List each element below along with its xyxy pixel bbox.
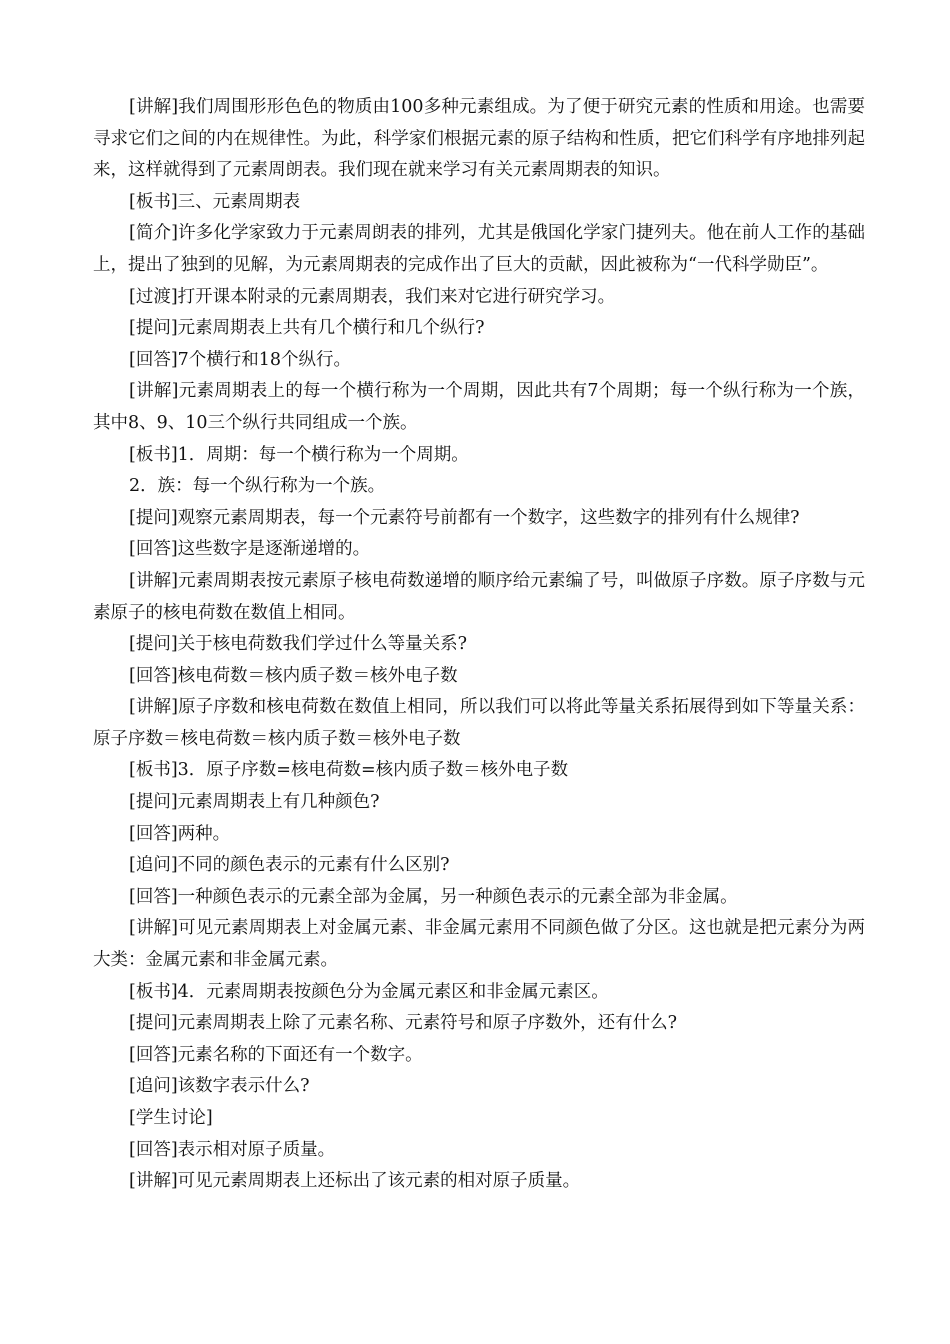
paragraph: [学生讨论] — [129, 1108, 213, 1128]
paragraph: [板书]4．元素周期表按颜色分为金属元素区和非金属元素区。 — [129, 981, 609, 1002]
paragraph: [回答]核电荷数＝核内质子数＝核外电子数 — [129, 665, 458, 686]
paragraph: [回答]一种颜色表示的元素全部为金属，另一种颜色表示的元素全部为非金属。 — [129, 886, 738, 907]
paragraph: [讲解]元素周期表上的每一个横行称为一个周期，因此共有7个周期；每一个纵行称为一个族，其中8、9、10三个纵行共同组成一个族。 — [93, 381, 865, 433]
paragraph: [追问]该数字表示什么? — [129, 1076, 310, 1097]
paragraph: [追问]不同的颜色表示的元素有什么区别? — [129, 855, 450, 876]
paragraph: [回答]元素名称的下面还有一个数字。 — [129, 1044, 423, 1065]
document-body — [93, 92, 865, 1198]
paragraph: [提问]元素周期表上有几种颜色? — [129, 792, 380, 813]
paragraph: [讲解]我们周围形形色色的物质由100多种元素组成。为了便于研究元素的性质和用途。也需要寻求它们之间的内在规律性。为此，科学家们根据元素的原子结构和性质，把它们科学有序地排列起来，这样就得到了元素周朗表。我们现在就来学习有关元素周期表的知识。 — [93, 97, 865, 181]
paragraph: [回答]这些数字是逐渐递增的。 — [129, 539, 371, 560]
paragraph: [回答]两种。 — [129, 823, 231, 844]
paragraph: [回答]7个横行和18个纵行。 — [129, 349, 352, 370]
paragraph: 2．族：每一个纵行称为一个族。 — [129, 476, 386, 497]
paragraph: [讲解]可见元素周期表上对金属元素、非金属元素用不同颜色做了分区。这也就是把元素分为两大类：金属元素和非金属元素。 — [93, 918, 865, 971]
paragraph: [简介]许多化学家致力于元素周朗表的排列，尤其是俄国化学家门捷列夫。他在前人工作的基础上，提出了独到的见解，为元素周期表的完成作出了巨大的贡献，因此被称为“一代科学勋臣”。 — [93, 223, 865, 275]
paragraph: [过渡]打开课本附录的元素周期表，我们来对它进行研究学习。 — [129, 286, 616, 307]
paragraph: [讲解]元素周期表按元素原子核电荷数递增的顺序给元素编了号，叫做原子序数。原子序数与元素原子的核电荷数在数值上相同。 — [93, 570, 865, 623]
paragraph: [板书]3．原子序数=核电荷数=核内质子数＝核外电子数 — [129, 760, 569, 781]
paragraph: [板书]三、元素周期表 — [129, 191, 301, 212]
paragraph: [讲解]原子序数和核电荷数在数值上相同，所以我们可以将此等量关系拓展得到如下等量关系：原子序数＝核电荷数＝核内质子数＝核外电子数 — [93, 697, 865, 749]
paragraph: [提问]元素周期表上除了元素名称、元素符号和原子序数外，还有什么? — [129, 1013, 678, 1034]
paragraph: [讲解]可见元素周期表上还标出了该元素的相对原子质量。 — [129, 1171, 581, 1192]
paragraph: [板书]1．周期：每一个横行称为一个周期。 — [129, 444, 469, 465]
paragraph: [提问]元素周期表上共有几个横行和几个纵行? — [129, 318, 485, 339]
paragraph: [回答]表示相对原子质量。 — [129, 1139, 336, 1160]
paragraph: [提问]关于核电荷数我们学过什么等量关系? — [129, 634, 468, 655]
paragraph: [提问]观察元素周期表，每一个元素符号前都有一个数字，这些数字的排列有什么规律? — [129, 507, 800, 528]
